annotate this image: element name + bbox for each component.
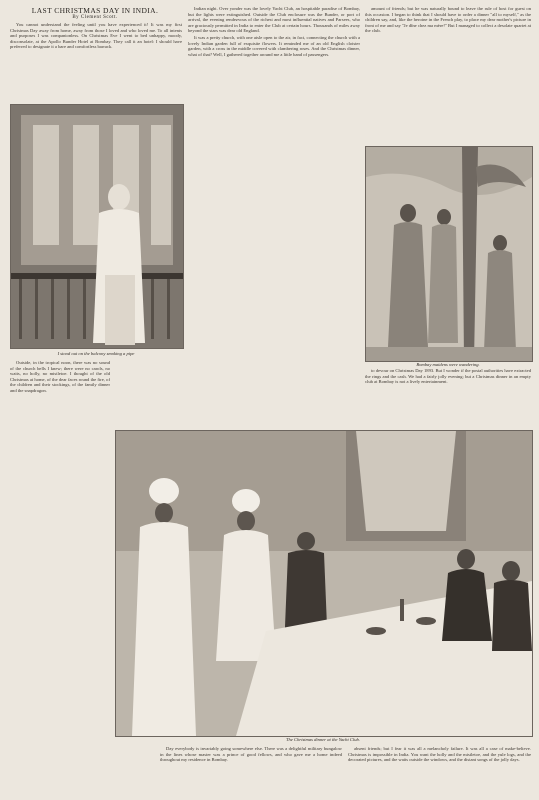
column-2-top-text: Indian night. Over yonder was the lovely Yacht Club, an hospitable paradise of Bombay, but the lights were extinguished. Outside the Club enclosure was the Bunder, or port of arrival, the evening rendezvous of the richest and most influential natives and Parsees, who are graciously permitted in India to enter the Club at certain hours. Thousands of miles away beyond the stars was dear old England.: [188, 6, 360, 34]
column-1-bottom-text: Outside, in the tropical noon, there was no sound of the church bells I knew; there were no carols, no waits, no holly, no mistletoe. I thought of the old Christmas at home, of the dear faces round the fire, of the children and their stockings, of the family dinner and the snapdragon.: [10, 360, 110, 393]
bottom-left-paragraph: Day everybody is invariably going somewhere else. There was a delightful military bungalow in the lines whose master was a prince of good fellows, and who gave me a home indeed throughout my residence in Bombay.: [160, 746, 342, 763]
maidens-drawing: [366, 147, 532, 361]
illustration-maidens: [365, 146, 533, 362]
bottom-right-text: [348, 746, 531, 794]
column-1-top-text: You cannot understand the feeling until you have experienced it! It was my first Christmas Day away from home, away from those I loved and who loved me. To all intents and purposes I was companionless. On Christmas Eve I went to bed unhappy, moody, disconsolate, at the Apollo Bunder Hotel at Bombay. They call it an hotel: I should have preferred to designate it a bare and comfortless barrack.: [10, 22, 182, 50]
illustration-dinner: [115, 430, 533, 737]
article-title: LAST CHRISTMAS DAY IN INDIA.: [31, 6, 159, 15]
illustration-balcony: [10, 104, 184, 349]
column-2-top: [188, 6, 360, 426]
balcony-drawing: [11, 105, 183, 348]
column-1-bottom: [10, 360, 110, 792]
dinner-drawing: [116, 431, 532, 736]
caption-dinner: The Christmas dinner at the Yacht Club.: [286, 737, 360, 742]
column-3-mid: [365, 368, 531, 426]
column-3-mid-text: to devour on Christmas Day 1893. But I wonder if the postal authorities have extracted the rings and the cash. We had a fairly jolly evening; but a Christmas dinner in an empty club at Bombay is not a lively entertainment.: [365, 368, 531, 385]
column-3-top: [365, 6, 531, 144]
caption-balcony: I stood out on the balcony smoking a pipe: [57, 351, 135, 356]
column-1-top: [10, 22, 182, 104]
bottom-left-text: [160, 746, 342, 794]
article-byline: By Clement Scott.: [72, 15, 118, 20]
caption-maidens: Bombay maidens were wandering.: [416, 362, 480, 367]
bottom-right-paragraph: absent friends; but I fear it was all a melancholy failure. It was all a case of make-believe. Christmas is impossible in India. You want the holly and the mistletoe, and the yule logs, and the decorated pictures, and the waits outside the windows, and the distant songs of the jolly days.: [348, 746, 531, 763]
column-2-mid-text: It was a pretty church, with one aisle open to the air, in fact, connecting the church with a lovely Indian garden full of exquisite flowers. It reminded me of an old English cloister garden, with a cross in the middle covered with clambering roses. And the Christmas dinner, what of that? Well, I gathered together around me a little band of passengers.: [188, 34, 360, 57]
column-3-top-text: amount of friends; but he was naturally bound to leave the rule of host for guest on this occasion. I began to think that I should have to order a dinner "all to myself," as the children say, and, like the heroine in the French play, to place my dear mother's picture in front of me and say "Je dîne chez ma mère!" But I managed to collect a desolate quartet at the club.: [365, 6, 531, 34]
